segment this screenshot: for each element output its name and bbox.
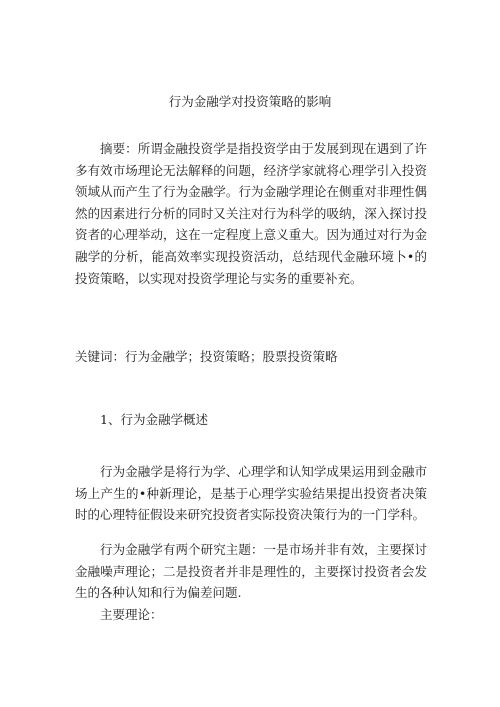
document-title: 行为金融学对投资策略的影响	[168, 94, 332, 109]
section-heading: 1、行为金融学概述	[100, 412, 208, 427]
keywords-line: 关键词：行为金融学；投资策略；股票投资策略	[75, 349, 338, 364]
body-paragraph-2: 行为金融学有两个研究主题：一是市场并非有效，主要探讨金融噪声理论；二是投资者并非是理性的，主要探讨投资者会发生的各种认知和行为偏差问题.	[75, 542, 427, 601]
body-paragraph-3: 主要理论：	[100, 607, 163, 622]
abstract-paragraph: 摘要：所谓金融投资学是指投资学由于发展到现在遇到了许多有效市场理论无法解释的问题，经济学家就将心理学引入投资领域从而产生了行为金融学。行为金融学理论在侧重对非理性偶然的因素进行分析的同时又关注对行为科学的吸纳，深入探讨投资者的心理举动，这在一定程度上意义重大。因为通过对行为金融学的分析，能高效率实现投资活动，总结现代金融环境卜•的投资策略，以实现对投资学理论与实务的重要补充。	[75, 141, 427, 286]
body-paragraph-1: 行为金融学是将行为学、心理学和认知学成果运用到金融市场上产生的•种新理论，是基于心理学实验结果提出投资者决策时的心理特征假设来研究投资者实际投资决策行为的一门学科。	[75, 464, 427, 523]
